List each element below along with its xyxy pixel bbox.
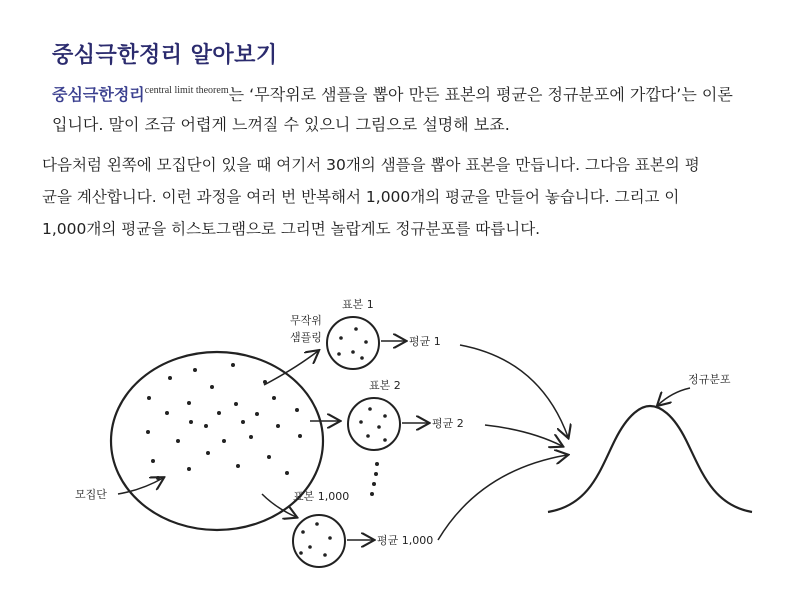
sampling-arrow-1	[264, 351, 318, 385]
sampling-label-1: 무작위	[290, 314, 322, 327]
key-term: 중심극한정리	[52, 85, 145, 104]
intro-line-1-text: 는 ‘무작위로 샘플을 뽑아 만든 표본의 평균은 정규분포에 가깝다’는 이론	[228, 85, 733, 104]
sample2-dots	[359, 407, 387, 442]
mean3-to-normal-arrow	[438, 455, 567, 540]
sample2-label: 표본 2	[369, 379, 401, 392]
para-line-2: 균을 계산합니다. 이런 과정을 여러 번 반복해서 1,000개의 평균을 만들어 놓습니다. 그리고 이	[42, 188, 680, 206]
sample3-label: 표본 1,000	[293, 490, 350, 503]
population-dots	[146, 363, 302, 480]
sample3-dots	[299, 522, 332, 557]
normal-label: 정규분포	[688, 373, 731, 386]
key-term-english: central limit theorem	[144, 85, 229, 96]
population-ellipse	[111, 352, 323, 530]
mean2-label: 평균 2	[432, 417, 464, 430]
normal-curve	[548, 406, 752, 512]
mean1-label: 평균 1	[409, 335, 441, 348]
sample1-label: 표본 1	[342, 298, 374, 311]
sample2-circle	[348, 398, 400, 450]
intro-line-2: 입니다. 말이 조금 어렵게 느껴질 수 있으니 그림으로 설명해 보죠.	[52, 115, 510, 134]
sampling-label-2: 샘플링	[290, 331, 322, 344]
page-title: 중심극한정리 알아보기	[52, 43, 278, 68]
mean1-to-normal-arrow	[460, 345, 568, 437]
normal-label-arrow	[658, 388, 690, 405]
para-line-1: 다음처럼 왼쪽에 모집단이 있을 때 여기서 30개의 샘플을 뽑아 표본을 만듭니다. 그다음 표본의 평	[42, 156, 700, 174]
mean2-to-normal-arrow	[485, 425, 562, 446]
para-line-3: 1,000개의 평균을 히스토그램으로 그리면 놀랍게도 정규분포를 따릅니다.	[42, 220, 541, 238]
sample3-circle	[293, 515, 345, 567]
sample1-circle	[327, 317, 379, 369]
population-label: 모집단	[75, 488, 107, 501]
sample1-dots	[337, 327, 368, 360]
repeat-ellipsis	[370, 462, 379, 496]
mean3-label: 평균 1,000	[377, 534, 434, 547]
